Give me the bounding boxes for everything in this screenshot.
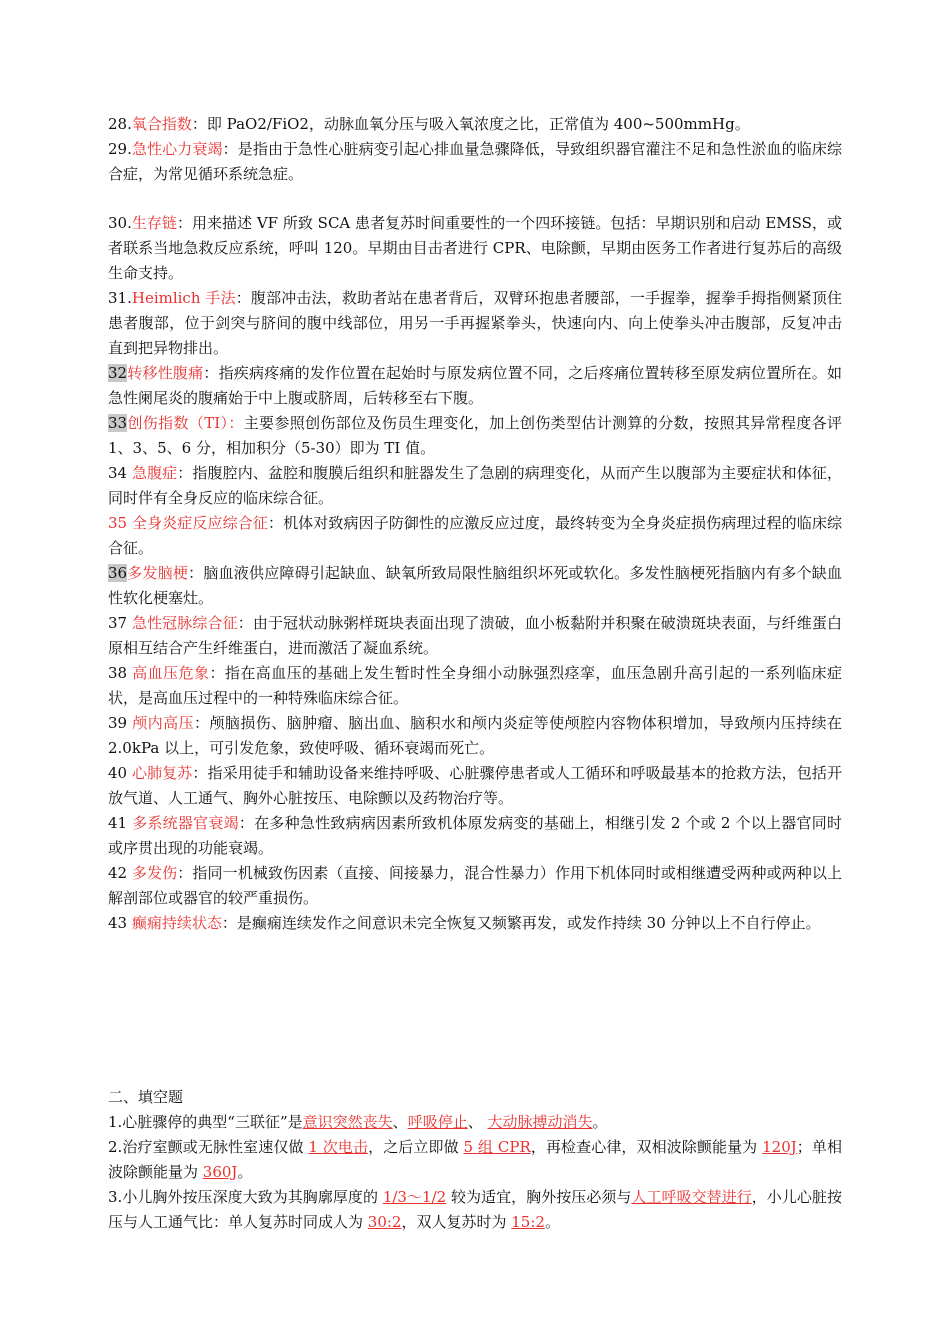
def-term: 生存链 [131, 214, 177, 232]
def-number: 35 [108, 514, 132, 532]
def-term: 转移性腹痛 [127, 364, 204, 382]
question-text: ，再检查心律，双相波除颤能量为 [530, 1138, 763, 1156]
def-sep: ： [221, 914, 237, 932]
def-number: 43 [108, 914, 132, 932]
def-body: 脑血液供应障碍引起缺血、缺氧所致局限性脑组织坏死或软化。多发性脑梗死指脑内有多个缺血性软化梗塞灶。 [108, 564, 842, 607]
definitions-list [108, 112, 842, 936]
def-term: 氧合指数 [131, 115, 192, 133]
definition-33 [108, 411, 842, 461]
def-number: 37 [108, 614, 132, 632]
def-number: 41 [108, 814, 133, 832]
def-body: 由于冠状动脉粥样斑块表面出现了溃破，血小板黏附并积聚在破溃斑块表面，与纤维蛋白原相互结合产生纤维蛋白，进而激活了凝血系统。 [108, 614, 842, 657]
def-term: 急性冠脉综合征 [131, 614, 238, 632]
definition-34 [108, 461, 842, 511]
def-sep: ： [228, 414, 244, 432]
def-term: 多发伤 [131, 864, 178, 882]
def-body: 指同一机械致伤因素（直接、间接暴力，混合性暴力）作用下机体同时或相继遭受两种或两种以上解剖部位或器官的较严重损伤。 [108, 864, 842, 907]
def-body: 指疾病疼痛的发作位置在起始时与原发病位置不同，之后疼痛位置转移至原发病位置所在。如急性阑尾炎的腹痛始于中上腹或脐周，后转移至右下腹。 [108, 364, 842, 407]
definition-28 [108, 112, 842, 137]
answer: 360J [202, 1163, 238, 1181]
question-text: 较为适宜，胸外按压必须与 [446, 1188, 632, 1206]
question-text: ，小儿心脏按压与人工通气比：单人复苏时同成人为 [108, 1188, 842, 1231]
def-body: 是癫痫连续发作之间意识未完全恢复又频繁再发，或发作持续 30 分钟以上不自行停止。 [236, 914, 821, 932]
def-term: 创伤指数（TI） [127, 414, 229, 432]
question-text: ，双人复苏时为 [401, 1213, 512, 1231]
def-term: 多系统器官衰竭 [132, 814, 239, 832]
question-text: ；单相波除颤能量为 [108, 1138, 842, 1181]
definition-30 [108, 211, 842, 286]
def-number: 31. [108, 289, 132, 307]
def-body: 指在高血压的基础上发生暂时性全身细小动脉强烈痉挛，血压急剧升高引起的一系列临床症状，是高血压过程中的一种特殊临床综合征。 [108, 664, 842, 707]
definition-40 [108, 761, 842, 811]
def-term: 心肺复苏 [131, 764, 193, 782]
fill-question-2 [108, 1135, 842, 1185]
definition-36 [108, 561, 842, 611]
def-number: 29. [108, 140, 132, 158]
answer: 呼吸停止 [407, 1113, 468, 1131]
def-body: 腹部冲击法，救助者站在患者背后，双臂环抱患者腰部，一手握拳，握拳手拇指侧紧顶住患者腹部，位于剑突与脐间的腹中线部位，用另一手再握紧拳头，快速向内、向上使拳头冲击腹部，反复冲击直到把异物排出。 [108, 289, 842, 357]
definition-37 [108, 611, 842, 661]
def-sep: ： [209, 664, 225, 682]
def-sep: ： [176, 214, 192, 232]
question-text: 、 [467, 1113, 488, 1131]
question-text: ，之后立即做 [368, 1138, 464, 1156]
def-number: 36 [108, 564, 128, 582]
answer: 人工呼吸交替进行 [631, 1188, 752, 1206]
def-sep: ： [192, 764, 208, 782]
def-body: 即 PaO2/FiO2，动脉血氧分压与吸入氧浓度之比，正常值为 400~500mmHg。 [206, 115, 750, 133]
def-sep: ： [235, 289, 251, 307]
def-body: 用来描述 VF 所致 SCA 患者复苏时间重要性的一个四环接链。包括：早期识别和启动 EMSS，或者联系当地急救反应系统，呼叫 120。早期由目击者进行 CPR、电除颤，早期由医务工作者进行复苏后的高级生命支持。 [108, 214, 842, 282]
answer: 1/3～1/2 [382, 1188, 447, 1206]
def-sep: ： [194, 714, 210, 732]
def-sep: ： [238, 814, 255, 832]
def-number: 34 [108, 464, 132, 482]
fill-question-1 [108, 1110, 842, 1135]
def-term: 颅内高压 [132, 714, 195, 732]
definition-41 [108, 811, 842, 861]
def-term: 全身炎症反应综合征 [131, 514, 268, 532]
fill-question-3 [108, 1185, 842, 1235]
question-text: 1.心脏骤停的典型“三联征”是 [108, 1113, 303, 1131]
def-term: 急性心力衰竭 [131, 140, 223, 158]
question-text: 2.治疗室颤或无脉性室速仅做 [108, 1138, 309, 1156]
answer: 30:2 [367, 1213, 402, 1231]
section-heading: 二、填空题 [108, 1088, 184, 1106]
def-sep: ： [177, 464, 193, 482]
def-body: 主要参照创伤部位及伤员生理变化，加上创伤类型估计测算的分数，按照其异常程度各评 1、3、5、6 分，相加积分（5-30）即为 TI 值。 [108, 414, 842, 457]
question-text: 。 [237, 1163, 253, 1181]
definition-43 [108, 911, 842, 936]
def-body: 在多种急性致病病因素所致机体原发病变的基础上，相继引发 2 个或 2 个以上器官同时或序贯出现的功能衰竭。 [108, 814, 842, 857]
definition-29 [108, 137, 842, 187]
def-number: 38 [108, 664, 133, 682]
def-number: 39 [108, 714, 133, 732]
question-text: 。 [592, 1113, 608, 1131]
answer: 大动脉搏动消失 [487, 1113, 593, 1131]
def-term: Heimlich 手法 [131, 289, 236, 307]
definition-38 [108, 661, 842, 711]
fill-in-section [108, 1085, 842, 1235]
def-sep: ： [203, 364, 219, 382]
def-number: 30. [108, 214, 132, 232]
def-term: 急腹症 [131, 464, 178, 482]
definition-35 [108, 511, 842, 561]
def-sep: ： [222, 140, 238, 158]
definition-39 [108, 711, 842, 761]
def-body: 机体对致病因子防御性的应激反应过度，最终转变为全身炎症损伤病理过程的临床综合征。 [108, 514, 842, 557]
definition-31 [108, 286, 842, 361]
def-body: 是指由于急性心脏病变引起心排血量急骤降低，导致组织器官灌注不足和急性淤血的临床综合症，为常见循环系统急症。 [108, 140, 842, 183]
definition-32 [108, 361, 842, 411]
def-number: 42 [108, 864, 132, 882]
def-body: 指采用徒手和辅助设备来维持呼吸、心脏骤停患者或人工循环和呼吸最基本的抢救方法，包括开放气道、人工通气、胸外心脏按压、电除颤以及药物治疗等。 [108, 764, 842, 807]
definition-42 [108, 861, 842, 911]
def-sep: ： [191, 115, 207, 133]
def-sep: ： [188, 564, 204, 582]
answer: 120J [762, 1138, 797, 1156]
question-text: 、 [392, 1113, 408, 1131]
question-text: 3.小儿胸外按压深度大致为其胸廓厚度的 [108, 1188, 383, 1206]
def-sep: ： [177, 864, 193, 882]
def-body: 指腹腔内、盆腔和腹膜后组织和脏器发生了急剧的病理变化，从而产生以腹部为主要症状和体征，同时伴有全身反应的临床综合征。 [108, 464, 842, 507]
answer: 15:2 [511, 1213, 545, 1231]
answer: 5 组 CPR [463, 1138, 531, 1156]
answer: 意识突然丧失 [302, 1113, 393, 1131]
def-term: 癫痫持续状态 [131, 914, 222, 932]
def-body: 颅脑损伤、脑肿瘤、脑出血、脑积水和颅内炎症等使颅腔内容物体积增加，导致颅内压持续在 2.0kPa 以上，可引发危象，致使呼吸、循环衰竭而死亡。 [108, 714, 842, 757]
def-number: 28. [108, 115, 132, 133]
def-number: 33 [108, 414, 128, 432]
def-sep: ： [267, 514, 284, 532]
def-sep: ： [237, 614, 253, 632]
spacer [108, 187, 842, 211]
question-text: 。 [544, 1213, 560, 1231]
def-number: 40 [108, 764, 132, 782]
def-term: 高血压危象 [132, 664, 210, 682]
def-number: 32 [108, 364, 128, 382]
answer: 1 次电击 [308, 1138, 369, 1156]
def-term: 多发脑梗 [127, 564, 189, 582]
